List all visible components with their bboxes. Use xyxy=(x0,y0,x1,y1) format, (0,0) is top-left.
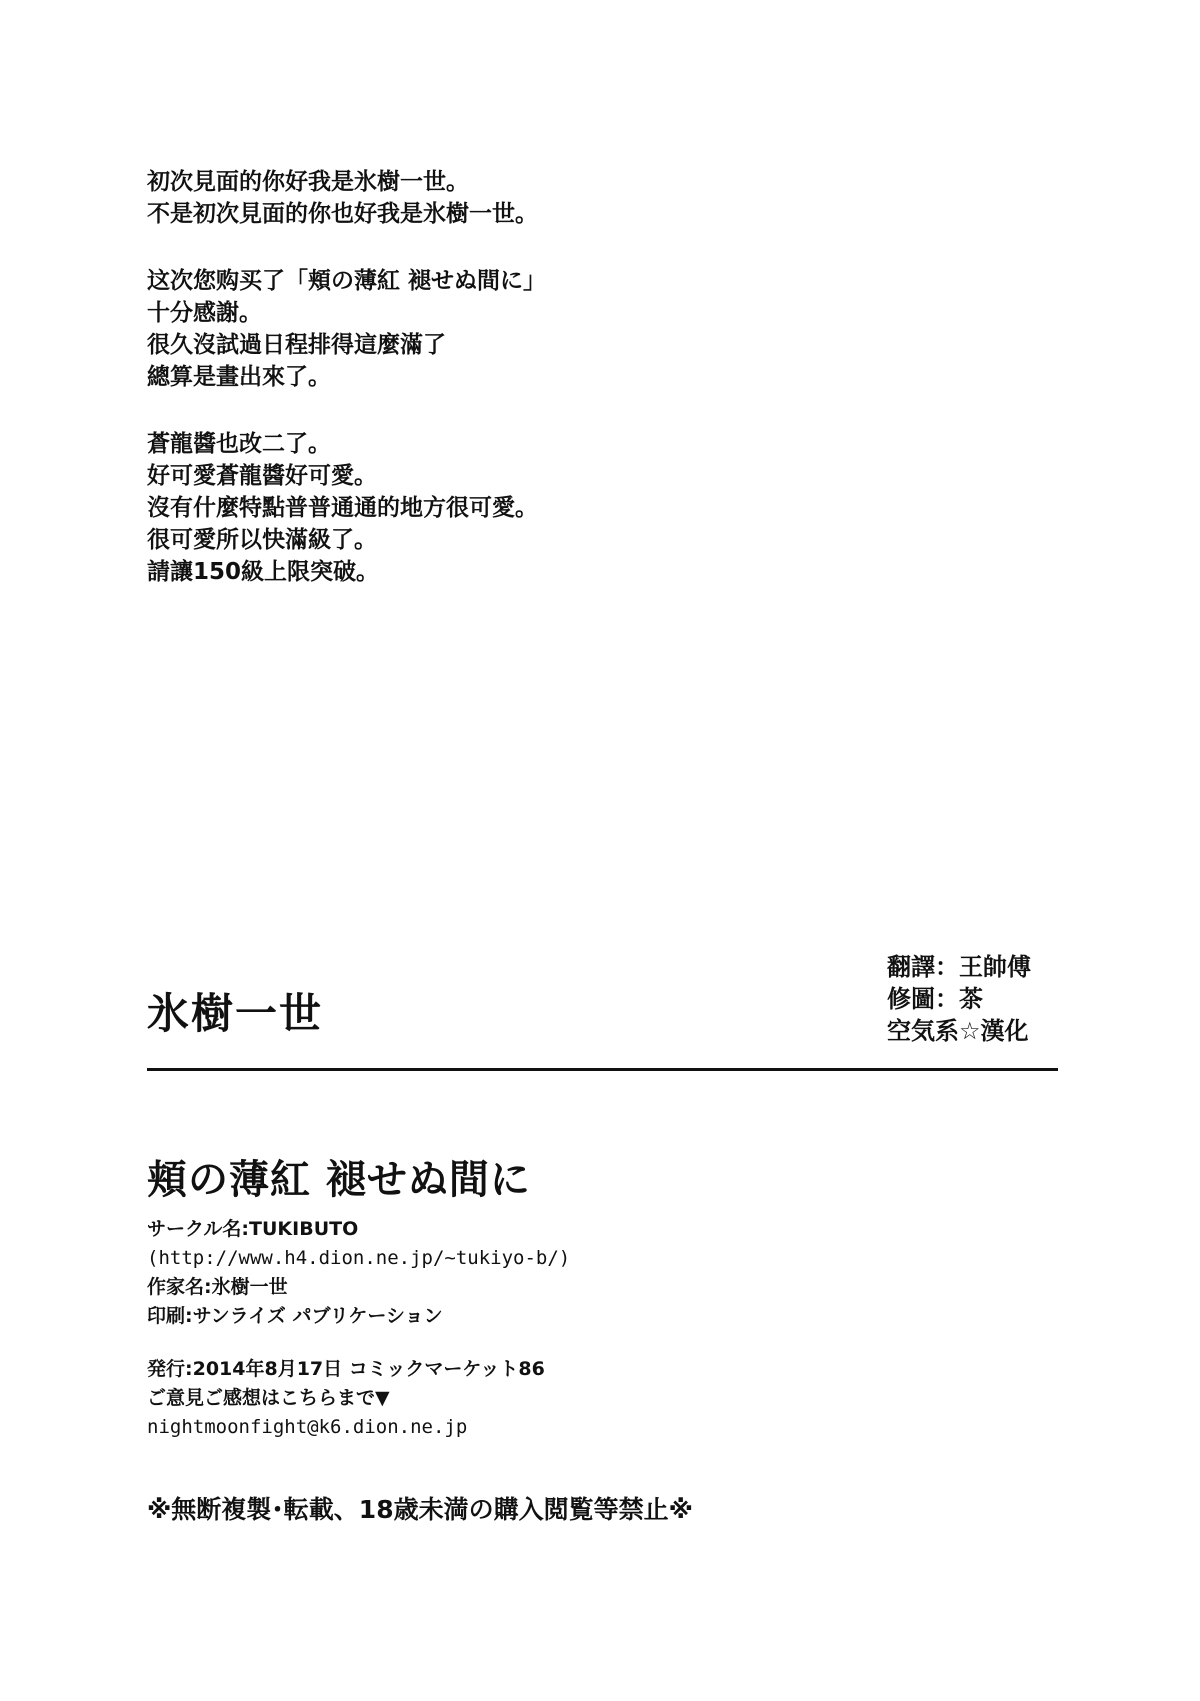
author-name: 作家名:氷樹一世 xyxy=(147,1276,288,1298)
afterword-line: 總算是畫出來了。 xyxy=(147,364,331,390)
afterword-text xyxy=(147,166,947,623)
afterword-line: 好可愛蒼龍醬好可愛。 xyxy=(147,463,377,489)
afterword-line: 沒有什麼特點普普通通的地方很可愛。 xyxy=(147,495,538,521)
author-signature: 氷樹一世 xyxy=(147,989,324,1038)
editor-credit: 修圖：茶 xyxy=(887,985,983,1013)
divider-line xyxy=(147,1068,1058,1071)
afterword-line: 这次您购买了「頬の薄紅 褪せぬ間に」 xyxy=(147,268,547,294)
printer-name: 印刷:サンライズ パブリケーション xyxy=(147,1305,443,1327)
afterword-line: 請讓150級上限突破。 xyxy=(147,559,380,585)
colophon xyxy=(147,1215,570,1442)
afterword-paragraph-1 xyxy=(147,166,947,230)
afterword-line: 初次見面的你好我是氷樹一世。 xyxy=(147,169,469,195)
circle-url: (http://www.h4.dion.ne.jp/~tukiyo-b/) xyxy=(147,1247,571,1269)
afterword-paragraph-2 xyxy=(147,265,947,393)
afterword-line: 不是初次見面的你也好我是氷樹一世。 xyxy=(147,201,538,227)
spacer xyxy=(147,1331,570,1355)
afterword-line: 很可愛所以快滿級了。 xyxy=(147,527,377,553)
afterword-line: 很久沒試過日程排得這麼滿了 xyxy=(147,332,446,358)
contact-email: nightmoonfight@k6.dion.ne.jp xyxy=(147,1416,468,1438)
afterword-paragraph-3 xyxy=(147,428,947,588)
afterword-line: 蒼龍醬也改二了。 xyxy=(147,431,331,457)
translator-credit: 翻譯：王帥傅 xyxy=(887,953,1031,981)
translation-credits xyxy=(887,951,1031,1047)
publish-info: 発行:2014年8月17日 コミックマーケット86 xyxy=(147,1358,545,1380)
afterword-line: 十分感謝。 xyxy=(147,300,262,326)
group-credit: 空気系☆漢化 xyxy=(887,1017,1029,1045)
circle-name: サークル名:TUKIBUTO xyxy=(147,1218,359,1240)
feedback-label: ご意見ご感想はこちらまで▼ xyxy=(147,1387,390,1409)
copyright-warning: ※無断複製･転載、18歳未満の購入閲覧等禁止※ xyxy=(147,1495,693,1524)
book-title: 頬の薄紅 褪せぬ間に xyxy=(147,1157,531,1203)
